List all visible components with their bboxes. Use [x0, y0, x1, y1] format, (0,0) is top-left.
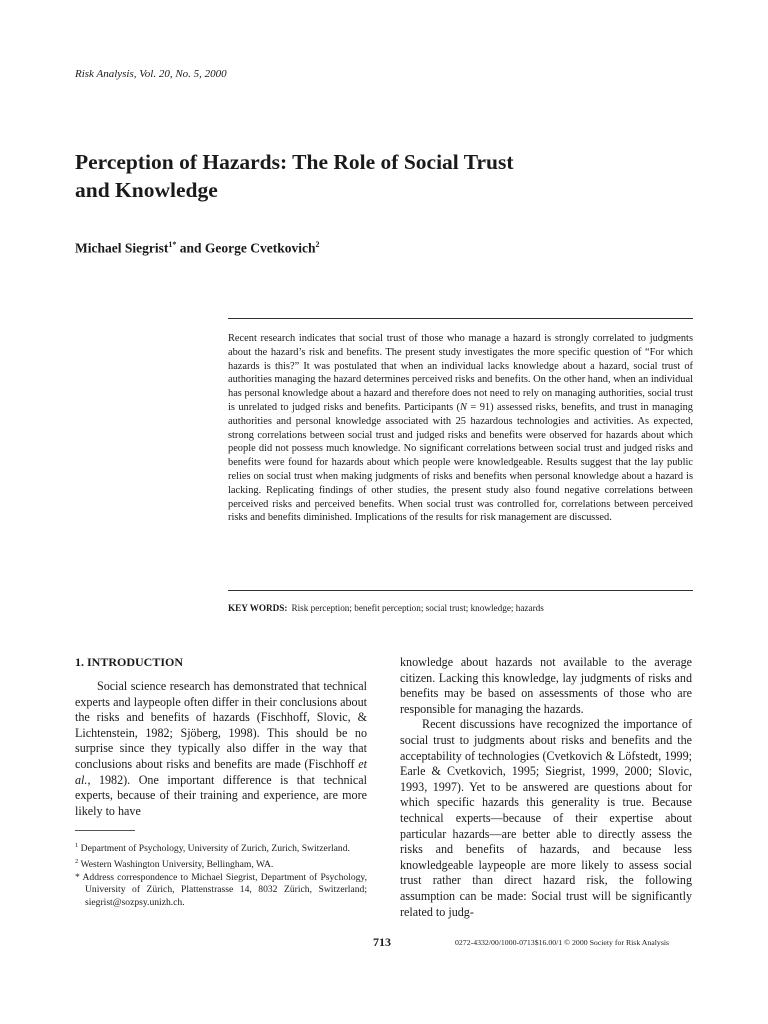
footnote-3 [75, 872, 367, 910]
abstract [228, 332, 693, 525]
footnote-2-text: Western Washington University, Bellingham, WA. [80, 859, 274, 871]
author-1-name: Michael Siegrist [75, 240, 169, 256]
author-1-affiliation-mark: 1* [168, 240, 177, 249]
title-line-2: and Knowledge [75, 178, 218, 202]
right-column-paragraph-2: Recent discussions have recognized the importance of social trust to judgments about risks and benefits and the acceptability of technologies (Cvetkovich & Löfstedt, 1999; Earle & Cvetkovich, 1995; Siegrist, 1999, 2000; Slovic, 1993, 1997). Yet to be answered are questions about for which specific hazards this generality is true. Because technical experts—because of their expertise about particular hazards—are better able to directly assess the risks and benefits of hazards, and because less knowledgeable laypeople are more likely to assess social trust rather than direct hazard risk, the following assumption can be made: Social trust will be significantly related to judg- [400, 717, 692, 919]
section-heading-introduction: 1. INTRODUCTION [75, 655, 184, 669]
footnote-1-text: Department of Psychology, University of Zurich, Zurich, Switzerland. [80, 843, 350, 855]
abstract-text-part-2: = 91) assessed risks, benefits, and trust in managing authorities and personal knowledge associated with 25 hazardous technologies and activities. As expected, strong correlations between social trust and judged risks and benefits were observed for hazards about which people did not possess much knowledge. No significant correlations between social trust and judged risks and benefits were found for hazards about which people were knowledgeable. Results suggest that the lay public relies on social trust when making judgments of risks and benefits when personal knowledge about a hazard is lacking. Replicating findings of other studies, the present study also found negative correlations between perceived risks and perceived benefits. When social trust was controlled for, correlations between perceived risks and benefits diminished. Implications of the results for risk management are discussed. [228, 401, 693, 524]
author-2-affiliation-mark: 2 [315, 240, 320, 249]
abstract-bottom-rule [228, 590, 693, 591]
paper-title [75, 148, 635, 204]
footnote-3-text: Address correspondence to Michael Siegrist, Department of Psychology, University of Zürich, Plattenstrasse 14, 8032 Zürich, Switzerland; siegrist@sozpsy.unizh.ch. [82, 871, 367, 909]
right-column-paragraph-1: knowledge about hazards not available to the average citizen. Lacking this knowledge, lay judgments of risks and benefits may be based on assessments of those who are responsible for managing the hazards. [400, 655, 692, 716]
left-column-text-part-2: , 1982). One important difference is that technical experts, because of their training and experience, are more likely to have [75, 772, 367, 818]
author-conjunction: and [176, 240, 205, 256]
footnote-1-mark: 1 [75, 842, 79, 849]
abstract-top-rule [228, 318, 693, 319]
footnote-2 [75, 856, 367, 872]
keywords-label: KEY WORDS: [228, 603, 288, 613]
left-column-paragraph [75, 679, 367, 819]
left-column-body [75, 679, 367, 819]
left-column-et-al: et al. [75, 756, 367, 787]
journal-citation: Risk Analysis, Vol. 20, No. 5, 2000 [75, 68, 227, 80]
footnote-2-mark: 2 [75, 857, 79, 865]
footnote-rule [75, 830, 135, 831]
footnote-1 [75, 840, 367, 856]
footnotes [75, 840, 367, 910]
abstract-n-symbol: N [460, 401, 467, 413]
right-column-body [400, 655, 692, 920]
left-column-text-part-1: Social science research has demonstrated that technical experts and laypeople often differ in their conclusions about the risks and benefits of hazards (Fischhoff, Slovic, & Lichtenstein, 1982; Sjöberg, 1998). This should be no surprise since they typically also differ in the way that conclusions about risks and benefits are made (Fischhoff [75, 679, 367, 771]
copyright-notice: 0272-4332/00/1000-0713$16.00/1 © 2000 Society for Risk Analysis [455, 938, 670, 947]
keywords-text: Risk perception; benefit perception; social trust; knowledge; hazards [291, 603, 544, 613]
abstract-text-part-1: Recent research indicates that social trust of those who manage a hazard is strongly correlated to judgments about the hazard’s risk and benefits. The present study investigates the more specific question of “For which hazards is this?” It was postulated that when an individual lacks knowledge about a hazard, social trust of authorities managing the hazard determines perceived risks and benefits. On the other hand, when an individual has personal knowledge about a hazard and therefore does not need to rely on managing authorities, social trust is unrelated to judged risks and benefits. Participants ( [228, 333, 693, 413]
page-number: 713 [373, 935, 391, 949]
author-2-name: George Cvetkovich [204, 240, 316, 256]
title-line-1: Perception of Hazards: The Role of Social Trust [75, 150, 514, 174]
footnote-3-mark: * [75, 871, 80, 883]
author-list [75, 240, 320, 257]
keywords [228, 603, 544, 613]
